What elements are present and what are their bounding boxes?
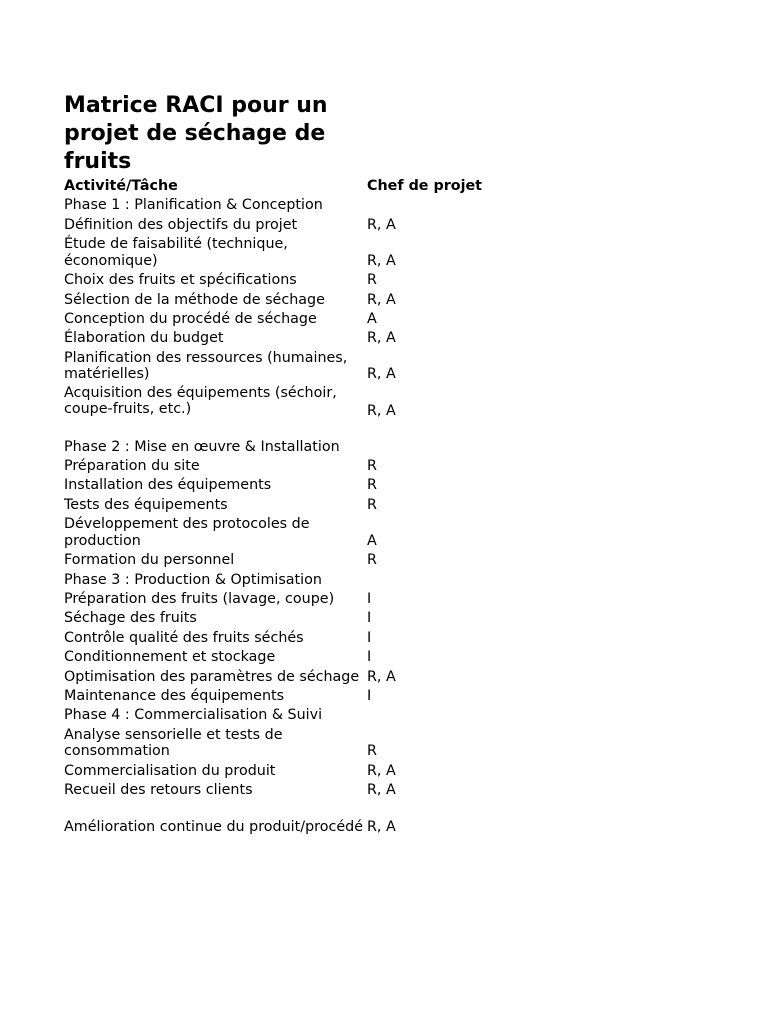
- column-header-activity: Activité/Tâche: [64, 177, 178, 194]
- phase-row: [64, 194, 544, 213]
- raci-value: R, A: [367, 782, 396, 799]
- task-label: Planification des ressources (humaines, matérielles): [64, 349, 348, 383]
- task-cell: [64, 383, 367, 419]
- phase-label: Phase 1 : Planification & Conception: [64, 197, 323, 214]
- table-row: [64, 588, 544, 607]
- table-row: [64, 513, 544, 549]
- table-row: [64, 646, 544, 665]
- raci-value: R, A: [367, 291, 396, 308]
- raci-value: R: [367, 496, 377, 513]
- raci-value: A: [367, 532, 377, 549]
- raci-value: R, A: [367, 252, 396, 269]
- task-label: Maintenance des équipements: [64, 688, 285, 704]
- task-label: Installation des équipements: [64, 477, 272, 494]
- task-label: Étude de faisabilité (technique, économique): [64, 236, 288, 269]
- raci-value: I: [367, 610, 372, 627]
- table-row: [64, 289, 544, 308]
- raci-table: [64, 175, 544, 835]
- table-header-row: [64, 175, 544, 194]
- task-label: Élaboration du budget: [64, 330, 224, 347]
- task-label: Choix des fruits et spécifications: [64, 272, 297, 289]
- task-label: Contrôle qualité des fruits séchés: [64, 629, 304, 646]
- phase-row: [64, 569, 544, 588]
- phase-row: [64, 705, 544, 724]
- task-label: Conditionnement et stockage: [64, 649, 276, 666]
- table-row: [64, 666, 544, 685]
- table-row: [64, 685, 544, 704]
- raci-value: R, A: [367, 402, 396, 419]
- table-row: [64, 549, 544, 568]
- raci-value: R, A: [367, 668, 396, 685]
- column-header-project-manager: Chef de projet: [367, 177, 483, 194]
- task-label: Conception du procédé de séchage: [64, 310, 317, 327]
- task-label: Formation du personnel: [64, 552, 235, 569]
- table-row: [64, 475, 544, 494]
- task-label: Séchage des fruits: [64, 610, 197, 627]
- raci-value: R: [367, 743, 377, 760]
- phase-label: Phase 3 : Production & Optimisation: [64, 571, 322, 588]
- task-label: Préparation du site: [64, 458, 200, 474]
- task-label: Commercialisation du produit: [64, 762, 276, 779]
- raci-value: R: [367, 272, 377, 289]
- raci-value: I: [367, 649, 372, 666]
- table-row: [64, 799, 544, 836]
- raci-value: R, A: [367, 762, 396, 779]
- raci-value: R, A: [367, 818, 396, 835]
- table-row: [64, 327, 544, 346]
- table-row: [64, 627, 544, 646]
- table-row: [64, 269, 544, 288]
- raci-value: R: [367, 477, 377, 494]
- table-row: [64, 455, 544, 474]
- task-label: Analyse sensorielle et tests de consommation: [64, 726, 283, 760]
- task-label: Tests des équipements: [64, 496, 228, 513]
- raci-value: I: [367, 591, 372, 608]
- raci-value: R: [367, 458, 377, 474]
- raci-value: R, A: [367, 216, 396, 233]
- task-label: Recueil des retours clients: [64, 782, 253, 799]
- task-label: Développement des protocoles de production: [64, 516, 310, 549]
- raci-value: I: [367, 629, 372, 646]
- task-label: Définition des objectifs du projet: [64, 216, 298, 233]
- table-row: [64, 494, 544, 513]
- phase-row: [64, 419, 544, 455]
- task-label: Amélioration continue du produit/procédé: [64, 818, 363, 835]
- task-label: Optimisation des paramètres de séchage: [64, 668, 360, 685]
- table-row: [64, 214, 544, 233]
- document-title: Matrice RACI pour un projet de séchage de fruits: [64, 93, 328, 174]
- raci-value: R, A: [367, 366, 396, 383]
- table-row: [64, 308, 544, 327]
- table-row: [64, 608, 544, 627]
- phase-label: Phase 4 : Commercialisation & Suivi: [64, 707, 323, 724]
- task-label: Préparation des fruits (lavage, coupe): [64, 591, 335, 608]
- task-label: Sélection de la méthode de séchage: [64, 291, 325, 308]
- table-row: [64, 724, 544, 760]
- table-row: [64, 347, 544, 383]
- phase-label: Phase 2 : Mise en œuvre & Installation: [64, 438, 340, 455]
- table-row: [64, 760, 544, 779]
- table-row: [64, 383, 544, 419]
- task-label: Acquisition des équipements (séchoir, coupe-fruits, etc.): [64, 384, 337, 418]
- raci-value: R, A: [367, 330, 396, 347]
- raci-value: A: [367, 310, 377, 327]
- table-row: [64, 779, 544, 798]
- table-row: [64, 233, 544, 269]
- raci-value: I: [367, 688, 372, 704]
- raci-value: R: [367, 552, 377, 569]
